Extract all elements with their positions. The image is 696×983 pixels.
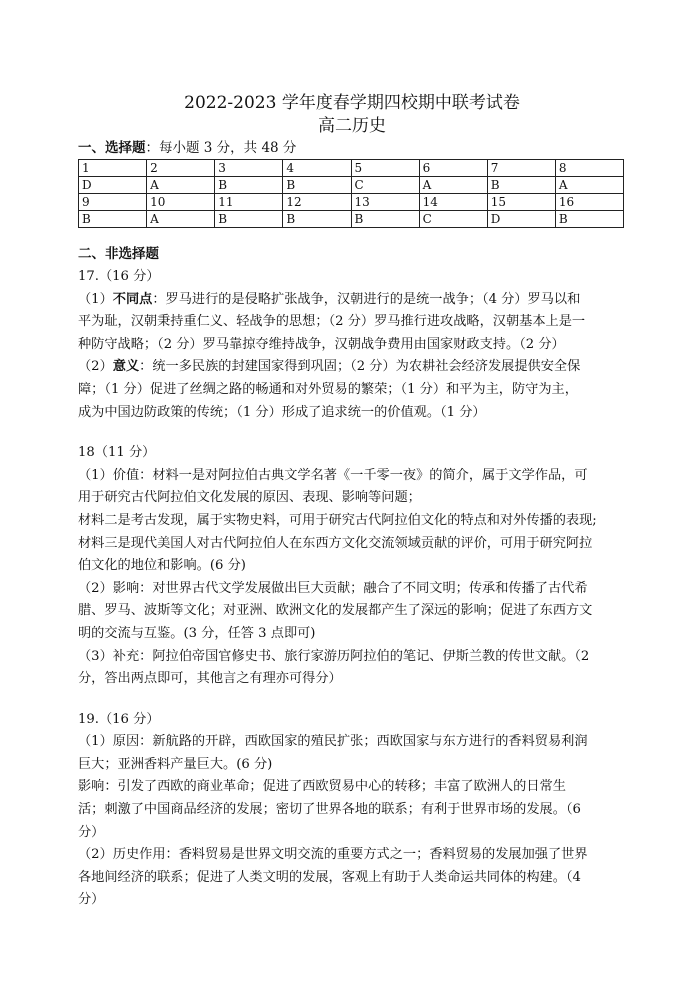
exam-subject: 高二历史 <box>318 116 386 136</box>
table-cell: D <box>79 177 147 194</box>
answer-table <box>78 159 624 228</box>
q18-number: 18（11 分） <box>78 445 156 461</box>
table-cell: D <box>487 211 555 228</box>
q17-part2 <box>78 356 626 424</box>
table-row <box>79 160 624 177</box>
table-cell: B <box>555 211 623 228</box>
section2-heading: 二、非选择题 <box>78 246 159 262</box>
spacer <box>78 691 626 709</box>
table-row <box>79 211 624 228</box>
text-line: 成为中国边防政策的传统；（1 分）形成了追求统一的价值观。（1 分） <box>78 404 486 420</box>
text-line: 腊、罗马、波斯等文化；对亚洲、欧洲文化的发展都产生了深远的影响；促进了东西方文 <box>78 603 593 619</box>
text-line: 影响：引发了西欧的商业革命；促进了西欧贸易中心的转移；丰富了欧洲人的日常生 <box>78 779 566 795</box>
table-cell: A <box>147 211 215 228</box>
table-cell: 13 <box>351 194 419 211</box>
section1-note: ：每小题 3 分，共 48 分 <box>145 140 297 156</box>
text-line: 分，答出两点即可，其他言之有理亦可得分） <box>78 671 342 687</box>
table-row <box>79 177 624 194</box>
text-line: （2）影响：对世界古代文学发展做出巨大贡献；融合了不同文明；传承和传播了古代希 <box>78 580 588 596</box>
text-line: （3）补充：阿拉伯帝国官修史书、旅行家游历阿拉伯的笔记、伊斯兰教的传世文献。（2 <box>78 648 590 664</box>
text-line: （2）历史作用：香料贸易是世界文明交流的重要方式之一；香料贸易的发展加强了世界 <box>78 847 588 863</box>
text-line: 活；刺激了中国商品经济的发展；密切了世界各地的联系；有利于世界市场的发展。（6 <box>78 802 581 818</box>
line-text: ：统一多民族的封建国家得到巩固；（2 分）为农耕社会经济发展提供安全保 <box>139 359 581 375</box>
table-cell: B <box>79 211 147 228</box>
table-cell: 7 <box>487 160 555 177</box>
text-line <box>78 289 626 312</box>
table-cell: 2 <box>147 160 215 177</box>
table-cell: 1 <box>79 160 147 177</box>
table-cell: 16 <box>555 194 623 211</box>
text-line: 障；（1 分）促进了丝绸之路的畅通和对外贸易的繁荣；（1 分）和平为主，防守为主， <box>78 381 578 397</box>
table-cell: 15 <box>487 194 555 211</box>
table-row <box>79 194 624 211</box>
q19-body <box>78 731 626 912</box>
table-cell: A <box>419 177 487 194</box>
table-cell: 12 <box>283 194 351 211</box>
table-cell: 6 <box>419 160 487 177</box>
part-label: 不同点 <box>112 291 153 307</box>
table-cell: C <box>419 211 487 228</box>
text-line: 各地间经济的联系；促进了人类文明的发展，客观上有助于人类命运共同体的构建。（4 <box>78 869 581 885</box>
table-cell: B <box>215 211 283 228</box>
part-prefix: （1） <box>78 291 113 307</box>
table-cell: 10 <box>147 194 215 211</box>
text-line: 伯文化的地位和影响。(6 分) <box>78 558 246 574</box>
text-line: 巨大；亚洲香料产量巨大。(6 分) <box>78 756 273 772</box>
table-cell: 3 <box>215 160 283 177</box>
table-cell: 8 <box>555 160 623 177</box>
table-cell: C <box>351 177 419 194</box>
section1-heading-line <box>78 138 626 158</box>
table-cell: B <box>283 211 351 228</box>
q18-body <box>78 465 626 691</box>
text-line: 材料二是考古发现，属于实物史料，可用于研究古代阿拉伯文化的特点和对外传播的表现; <box>78 512 597 528</box>
table-cell: B <box>283 177 351 194</box>
text-line: 用于研究古代阿拉伯文化发展的原因、表现、影响等问题； <box>78 490 421 506</box>
table-cell: 4 <box>283 160 351 177</box>
table-cell: 11 <box>215 194 283 211</box>
table-cell: B <box>215 177 283 194</box>
section1-heading: 一、选择题 <box>78 140 146 156</box>
text-line: 种防守战略；（2 分）罗马靠掠夺维持战争，汉朝战争费用由国家财政支持。（2 分） <box>78 336 565 352</box>
exam-title: 2022-2023 学年度春学期四校期中联考试卷 <box>184 93 520 113</box>
table-cell: 14 <box>419 194 487 211</box>
table-cell: B <box>351 211 419 228</box>
text-line: 平为耻，汉朝秉持重仁义、轻战争的思想；（2 分）罗马推行进攻战略，汉朝基本上是一 <box>78 314 586 330</box>
table-cell: B <box>487 177 555 194</box>
table-cell: 5 <box>351 160 419 177</box>
table-cell: A <box>147 177 215 194</box>
text-line: 材料三是现代美国人对古代阿拉伯人在东西方文化交流领域贡献的评价，可用于研究阿拉 <box>78 535 593 551</box>
table-cell: 9 <box>79 194 147 211</box>
text-line: 分） <box>78 824 105 840</box>
table-cell: A <box>555 177 623 194</box>
text-line: （1）原因：新航路的开辟，西欧国家的殖民扩张；西欧国家与东方进行的香料贸易利润 <box>78 734 588 750</box>
q17-number: 17.（16 分） <box>78 269 160 284</box>
spacer <box>78 424 626 442</box>
part-prefix: （2） <box>78 359 113 375</box>
text-line: （1）价值：材料一是对阿拉伯古典文学名著《一千零一夜》的简介，属于文学作品，可 <box>78 467 588 483</box>
text-line <box>78 356 626 379</box>
q17-part1 <box>78 289 626 357</box>
text-line: 明的交流与互鉴。(3 分，任答 3 点即可) <box>78 625 316 641</box>
q19-number: 19.（16 分） <box>78 711 160 727</box>
text-line: 分） <box>78 892 105 908</box>
line-text: ：罗马进行的是侵略扩张战争，汉朝进行的是统一战争；（4 分）罗马以和 <box>152 291 581 307</box>
part-label: 意义 <box>112 359 140 375</box>
